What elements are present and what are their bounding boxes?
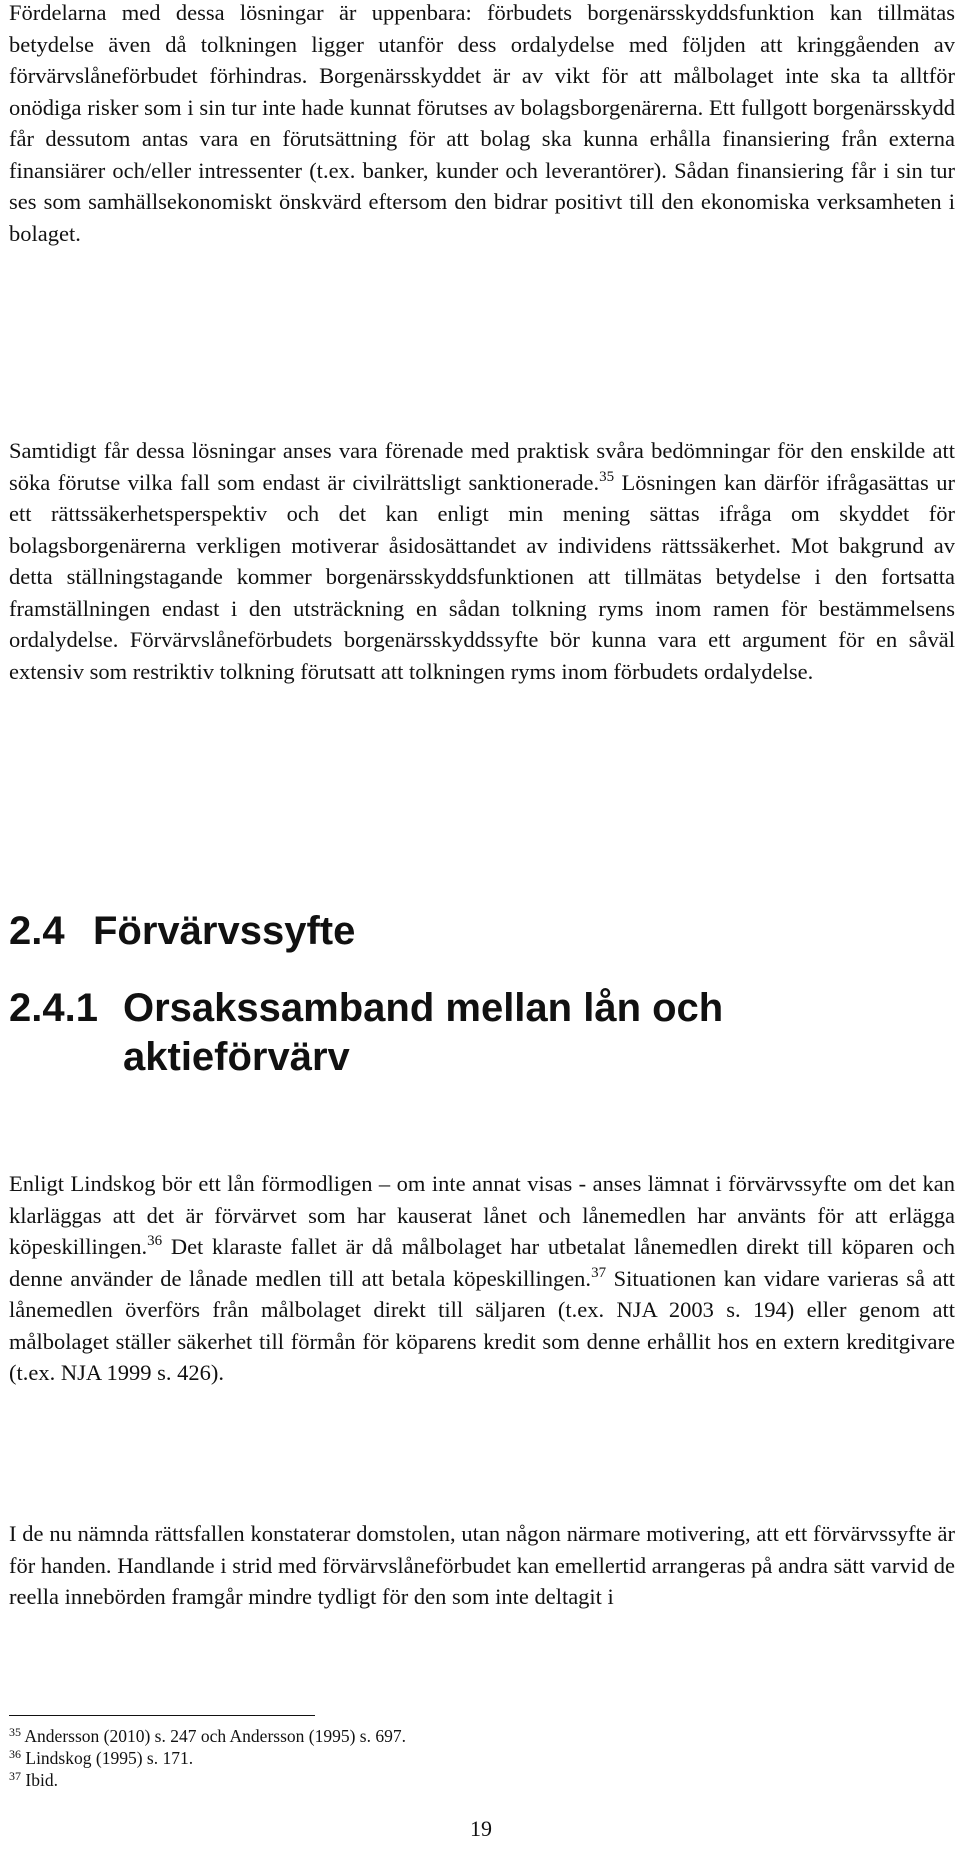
footnote-ref-35[interactable]: 35: [599, 468, 615, 485]
footnote-35: [9, 1725, 406, 1747]
footnote-37: [9, 1769, 406, 1791]
footnote-36: [9, 1747, 406, 1769]
footnotes: [9, 1725, 406, 1791]
subsection-heading-2-4-1: [9, 984, 723, 1082]
section-number: 2.4: [9, 909, 65, 953]
subsection-title-line1: Orsakssamband mellan lån och: [123, 986, 724, 1030]
subsection-number: 2.4.1: [9, 986, 98, 1030]
paragraph-advantages: Fördelarna med dessa lösningar är uppenbara: förbudets borgenärsskyddsfunktion kan tillmätas betydelse även då tolkningen ligger utanför dess ordalydelse med följden att kringgåenden av förvärvslåneförbudet förhindras. Borgenärsskyddet är av vikt för att målbolaget inte ska ta alltför onödiga risker som i sin tur inte hade kunnat förutses av bolagsborgenärerna. Ett fullgott borgenärsskydd får dessutom antas vara en förutsättning för att bolag ska kunna erhålla finansiering från externa finansiärer och/eller intressenter (t.ex. banker, kunder och leverantörer). Sådan finansiering får i sin tur ses som samhällsekonomiskt önskvärd eftersom den bidrar positivt till den ekonomiska verksamheten i bolaget.: [9, 0, 955, 246]
footnote-ref-37[interactable]: 37: [591, 1264, 607, 1281]
paragraph-text: Enligt Lindskog bör ett lån förmodligen – om inte annat visas - anses lämnat i förvärvssyfte om det kan klarläggas att det är förvärvet som har kauserat lånet och lånemedlen har använts för att erlägga köpeskillingen.: [9, 1171, 955, 1259]
paragraph-lindskog: [9, 1168, 955, 1389]
page-number: 19: [470, 1816, 492, 1841]
footnote-number: 36: [9, 1747, 21, 1761]
subsection-title-line2: aktieförvärv: [123, 1035, 350, 1079]
footnote-divider: [9, 1715, 315, 1716]
footnote-text: Lindskog (1995) s. 171.: [25, 1748, 194, 1768]
paragraph-text: Samtidigt får dessa lösningar anses vara förenade med praktisk svåra bedömningar för den enskilde att söka förutse vilka fall som endast är civilrättsligt sanktionerade.: [9, 438, 955, 495]
footnote-text: Andersson (2010) s. 247 och Andersson (1995) s. 697.: [24, 1726, 406, 1746]
section-title: Förvärvssyfte: [93, 909, 356, 953]
footnote-number: 35: [9, 1725, 21, 1739]
paragraph-court-cases: I de nu nämnda rättsfallen konstaterar domstolen, utan någon närmare motivering, att ett förvärvssyfte är för handen. Handlande i strid med förvärvslåneförbudet kan emellertid arrangeras på andra sätt varvid de reella innebörden framgår mindre tydligt för den som inte deltagit i: [9, 1521, 955, 1609]
footnote-text: Ibid.: [25, 1770, 58, 1790]
section-heading-2-4: [9, 908, 355, 954]
paragraph-legal-certainty: [9, 435, 955, 687]
paragraph-text: Det klaraste fallet är då målbolaget har utbetalat lånemedlen direkt till köparen och denne använder de lånade medlen till att betala köpeskillingen.: [9, 1234, 955, 1291]
footnote-ref-36[interactable]: 36: [147, 1233, 163, 1249]
footnote-number: 37: [9, 1769, 21, 1783]
paragraph-text: Lösningen kan därför ifrågasättas ur ett rättssäkerhetsperspektiv och det kan enligt min mening sättas ifråga om skyddet för bolagsborgenärerna verkligen motiverar åsidosättandet av individens rättssäkerhet. Mot bakgrund av detta ställningstagande kommer borgenärsskyddsfunktionen att tillmätas betydelse i den fortsatta framställningen endast i den utsträckning en sådan tolkning ryms inom ramen för bestämmelsens ordalydelse. Förvärvslåneförbudets borgenärsskyddssyfte bör kunna vara ett argument för en såväl extensiv som restriktiv tolkning förutsatt att tolkningen ryms inom förbudets ordalydelse.: [9, 469, 955, 684]
paragraph-text: Situationen kan vidare varieras så att lånemedlen överförs från målbolaget direkt till säljaren (t.ex. NJA 2003 s. 194) eller genom att målbolaget ställer säkerhet till förmån för köparens kredit som denne erhållit hos en extern kreditgivare (t.ex. NJA 1999 s. 426).: [9, 1265, 955, 1385]
